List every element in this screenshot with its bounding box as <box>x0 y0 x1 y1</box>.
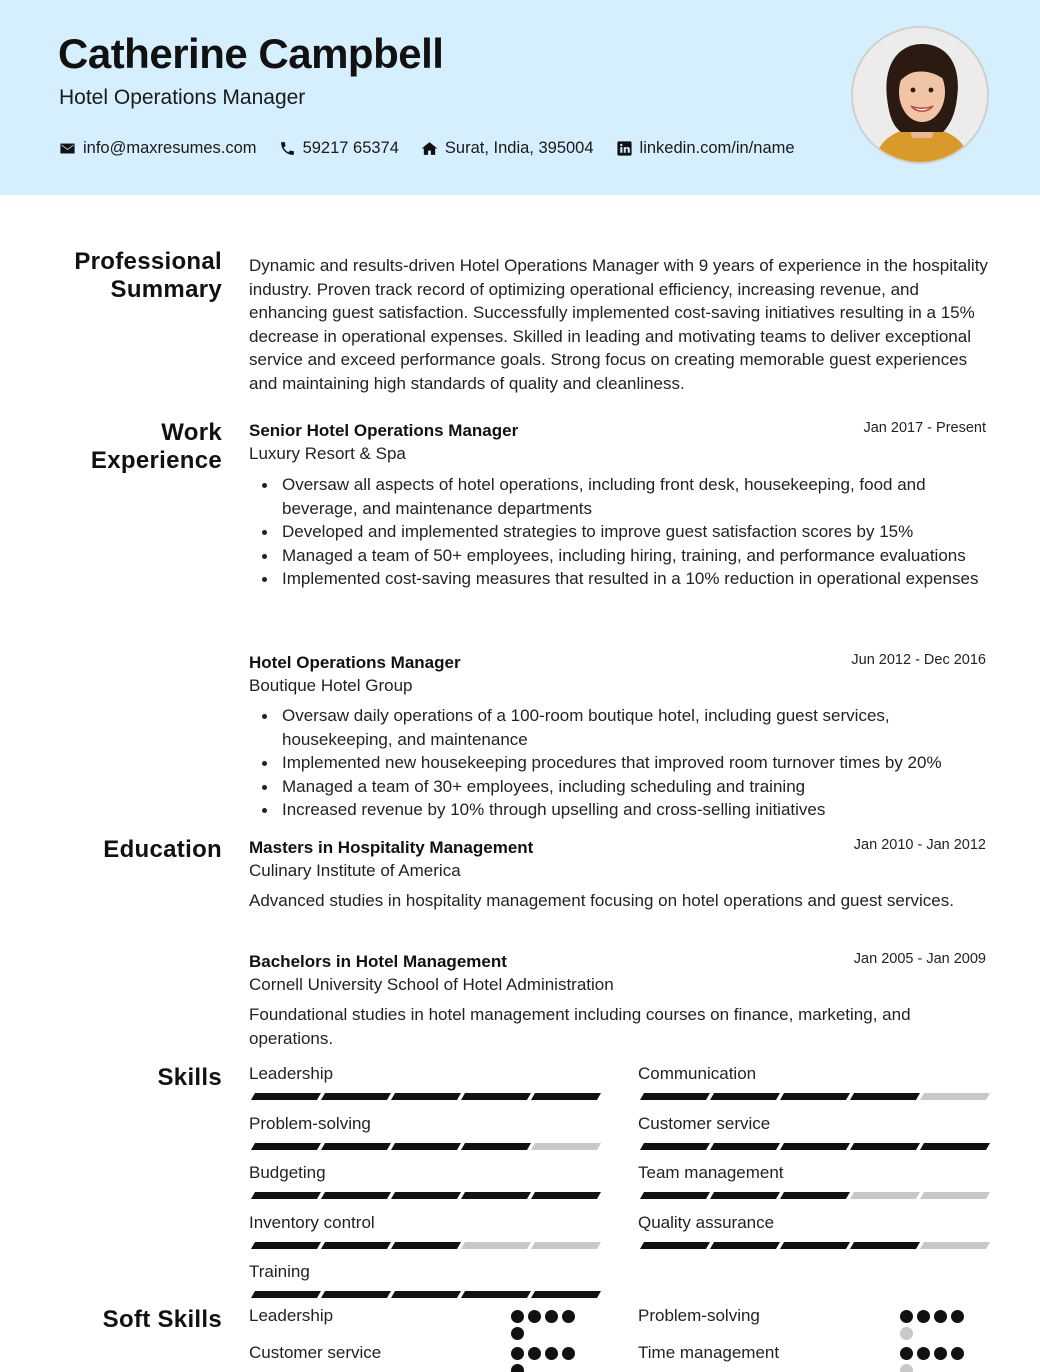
avatar <box>851 26 989 164</box>
rating-dot <box>562 1347 575 1360</box>
skill-item <box>249 1163 597 1185</box>
skill-rating-segment <box>850 1093 920 1100</box>
rating-dot <box>511 1364 524 1372</box>
rating-dot <box>511 1310 524 1323</box>
job-bullets <box>282 704 990 822</box>
section-title-education: Education <box>103 836 222 863</box>
education-date: Jan 2005 - Jan 2009 <box>853 951 986 967</box>
skill-rating-segment <box>391 1242 461 1249</box>
skill-rating-segment <box>640 1242 710 1249</box>
education-school: Cornell University School of Hotel Administration <box>249 975 614 994</box>
skill-rating-segment <box>780 1192 850 1199</box>
rating-dot <box>951 1347 964 1360</box>
skill-rating-segment <box>531 1143 601 1150</box>
skill-rating-segment <box>780 1093 850 1100</box>
skill-rating-segment <box>640 1093 710 1100</box>
candidate-name: Catherine Campbell <box>58 30 444 77</box>
envelope-icon <box>59 140 76 157</box>
education-description: Foundational studies in hotel management including courses on finance, marketing, and operations. <box>249 1005 911 1048</box>
rating-dot <box>528 1347 541 1360</box>
skill-label: Training <box>249 1262 310 1281</box>
skill-rating-segment <box>640 1143 710 1150</box>
skill-rating-segment <box>920 1242 990 1249</box>
skill-rating-bar <box>638 1143 986 1150</box>
skill-rating-segment <box>391 1192 461 1199</box>
list-item: Increased revenue by 10% through upselling and cross-selling initiatives <box>282 798 990 822</box>
skill-rating-bar <box>249 1143 597 1150</box>
skill-rating-segment <box>531 1291 601 1298</box>
skill-rating-segment <box>251 1093 321 1100</box>
skill-rating-segment <box>780 1143 850 1150</box>
contact-email[interactable] <box>59 139 257 158</box>
contact-location-text: Surat, India, 395004 <box>444 139 594 157</box>
contact-list <box>59 139 795 158</box>
skill-rating-segment <box>461 1291 531 1298</box>
skill-rating-segment <box>780 1242 850 1249</box>
section-title-experience-line2: Experience <box>90 447 222 474</box>
skill-item <box>638 1163 986 1185</box>
section-title-experience <box>0 419 222 475</box>
skill-rating-segment <box>850 1143 920 1150</box>
skill-rating-bar <box>249 1242 597 1249</box>
skill-label: Problem-solving <box>249 1113 371 1133</box>
section-title-summary-line1: Professional <box>74 248 222 275</box>
summary-text: Dynamic and results-driven Hotel Operations Manager with 9 years of experience in the hospitality industry. Proven track record of optimizing operational efficiency, increasing revenue, and enhancing guest satisfaction. Successfully implemented cost-saving initiatives resulting in a 15% decrease in operational expenses. Skilled in leading and motivating teams to deliver exceptional service and exceed performance goals. Strong focus on creating memorable guest experiences and maintaining high standards of quality and cleanliness. <box>249 256 988 393</box>
list-item: Oversaw daily operations of a 100-room boutique hotel, including guest services, housekeeping, and maintenance <box>282 704 990 751</box>
section-title-soft-skills: Soft Skills <box>102 1306 222 1333</box>
job-bullets <box>282 473 990 591</box>
education-date: Jan 2010 - Jan 2012 <box>853 837 986 853</box>
soft-skill-label: Leadership <box>249 1306 334 1325</box>
skill-rating-bar <box>638 1093 986 1100</box>
skill-item <box>638 1114 986 1136</box>
rating-dot <box>951 1310 964 1323</box>
section-title-skills: Skills <box>157 1064 222 1091</box>
soft-skill-label: Time management <box>638 1343 780 1362</box>
list-item: Implemented new housekeeping procedures that improved room turnover times by 20% <box>282 751 990 775</box>
degree-title: Bachelors in Hotel Management <box>249 952 507 971</box>
contact-location <box>421 139 594 158</box>
section-title-summary-line2: Summary <box>110 276 222 303</box>
list-item: Oversaw all aspects of hotel operations, including front desk, housekeeping, food and beverage, and maintenance departments <box>282 473 990 520</box>
rating-dot <box>511 1327 524 1340</box>
skill-rating-segment <box>321 1291 391 1298</box>
rating-dot <box>934 1310 947 1323</box>
skill-rating-segment <box>920 1093 990 1100</box>
job-title: Hotel Operations Manager <box>249 653 461 672</box>
skill-item <box>249 1114 597 1136</box>
soft-skill-label: Problem-solving <box>638 1306 760 1325</box>
skill-rating-segment <box>850 1242 920 1249</box>
skill-rating-segment <box>251 1192 321 1199</box>
rating-dot <box>900 1327 913 1340</box>
soft-skill-rating <box>900 1347 980 1372</box>
skill-rating-segment <box>710 1192 780 1199</box>
skill-rating-segment <box>710 1143 780 1150</box>
education-description: Advanced studies in hospitality management focusing on hotel operations and guest services. <box>249 891 954 910</box>
list-item: Developed and implemented strategies to improve guest satisfaction scores by 15% <box>282 520 990 544</box>
skill-label: Leadership <box>249 1064 334 1083</box>
skill-rating-segment <box>251 1242 321 1249</box>
list-item: Implemented cost-saving measures that resulted in a 10% reduction in operational expenses <box>282 567 990 591</box>
skill-item <box>638 1213 986 1235</box>
skill-label: Quality assurance <box>638 1212 775 1232</box>
contact-linkedin-text: linkedin.com/in/name <box>639 139 795 157</box>
skill-label: Budgeting <box>249 1163 326 1182</box>
skill-rating-bar <box>249 1093 597 1100</box>
degree-title: Masters in Hospitality Management <box>249 838 534 857</box>
rating-dot <box>511 1347 524 1360</box>
skill-rating-segment <box>391 1143 461 1150</box>
skill-rating-bar <box>638 1192 986 1199</box>
rating-dot <box>934 1347 947 1360</box>
section-title-summary <box>0 248 222 304</box>
education-school: Culinary Institute of America <box>249 861 461 880</box>
skill-rating-segment <box>850 1192 920 1199</box>
skill-item <box>249 1213 597 1235</box>
soft-skill-rating <box>511 1347 591 1372</box>
linkedin-icon <box>616 140 633 157</box>
contact-phone-text: 59217 65374 <box>302 139 399 157</box>
skill-rating-segment <box>321 1192 391 1199</box>
rating-dot <box>917 1347 930 1360</box>
skill-rating-segment <box>710 1093 780 1100</box>
skill-rating-segment <box>531 1192 601 1199</box>
skill-rating-segment <box>461 1192 531 1199</box>
contact-linkedin[interactable] <box>616 139 795 158</box>
list-item: Managed a team of 30+ employees, including scheduling and training <box>282 775 990 799</box>
rating-dot <box>917 1310 930 1323</box>
contact-phone[interactable] <box>279 139 399 158</box>
rating-dot <box>562 1310 575 1323</box>
home-icon <box>421 140 438 157</box>
section-title-experience-line1: Work <box>161 419 222 446</box>
job-date: Jun 2012 - Dec 2016 <box>851 652 986 668</box>
skill-rating-segment <box>391 1093 461 1100</box>
skill-rating-segment <box>251 1143 321 1150</box>
header-banner <box>0 0 1040 195</box>
skill-item <box>249 1064 597 1086</box>
rating-dot <box>528 1310 541 1323</box>
phone-icon <box>279 140 296 157</box>
job-title: Senior Hotel Operations Manager <box>249 421 519 440</box>
skill-rating-segment <box>710 1242 780 1249</box>
skill-rating-bar <box>249 1291 597 1298</box>
skill-rating-segment <box>461 1242 531 1249</box>
job-company: Luxury Resort & Spa <box>249 444 406 463</box>
rating-dot <box>900 1347 913 1360</box>
skill-rating-segment <box>391 1291 461 1298</box>
skill-rating-segment <box>321 1242 391 1249</box>
rating-dot <box>545 1310 558 1323</box>
job-company: Boutique Hotel Group <box>249 676 413 695</box>
skill-label: Inventory control <box>249 1212 375 1232</box>
skill-item <box>638 1064 986 1086</box>
rating-dot <box>900 1310 913 1323</box>
skill-rating-segment <box>321 1143 391 1150</box>
rating-dot <box>545 1347 558 1360</box>
contact-email-text: info@maxresumes.com <box>83 139 257 157</box>
rating-dot <box>900 1364 913 1372</box>
skill-item <box>249 1262 597 1284</box>
skill-rating-segment <box>531 1242 601 1249</box>
soft-skill-rating <box>900 1310 980 1350</box>
job-date: Jan 2017 - Present <box>863 420 986 436</box>
soft-skill-rating <box>511 1310 591 1350</box>
skill-rating-bar <box>249 1192 597 1199</box>
skill-label: Customer service <box>638 1113 771 1133</box>
soft-skill-label: Customer service <box>249 1343 382 1362</box>
skill-rating-segment <box>321 1093 391 1100</box>
skill-rating-segment <box>461 1093 531 1100</box>
skill-rating-segment <box>251 1291 321 1298</box>
candidate-role: Hotel Operations Manager <box>59 86 306 109</box>
skill-label: Team management <box>638 1163 784 1182</box>
skill-rating-segment <box>920 1143 990 1150</box>
skill-rating-segment <box>531 1093 601 1100</box>
skill-rating-segment <box>640 1192 710 1199</box>
skill-label: Communication <box>638 1064 757 1083</box>
list-item: Managed a team of 50+ employees, including hiring, training, and performance evaluations <box>282 544 990 568</box>
skill-rating-segment <box>920 1192 990 1199</box>
skill-rating-bar <box>638 1242 986 1249</box>
skill-rating-segment <box>461 1143 531 1150</box>
